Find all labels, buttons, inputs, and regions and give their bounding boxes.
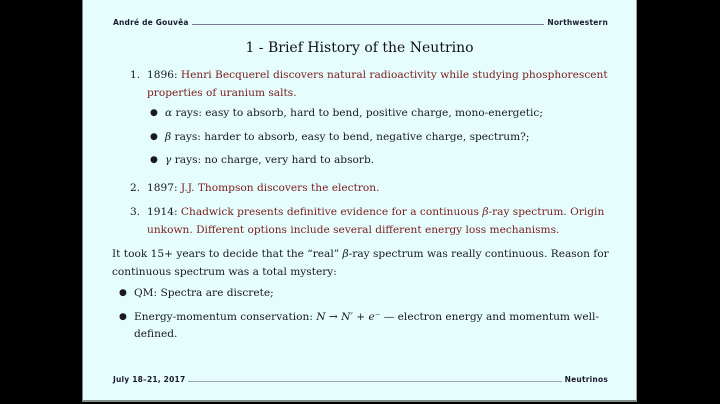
list-item	[116, 285, 630, 303]
bullet-icon: ●	[119, 288, 127, 298]
bullet-text-before: Energy-momentum conservation:	[134, 310, 313, 323]
numbered-item-3	[130, 204, 630, 239]
footer-date: July 18–21, 2017	[113, 375, 186, 384]
bullet-text: rays: no charge, very hard to absorb.	[174, 154, 375, 166]
paragraph-text-before: It took 15+ years to decide that the “real”	[112, 248, 340, 260]
gamma-symbol: γ	[165, 154, 172, 166]
slide-footer	[113, 375, 608, 384]
bullet-text: rays: harder to absorb, easy to bend, negative charge, spectrum?;	[174, 130, 530, 143]
list-item	[116, 309, 630, 344]
item-year: 1914:	[147, 206, 178, 218]
item-number: 3.	[130, 206, 141, 218]
item-number: 2.	[130, 181, 141, 194]
beta-symbol: β	[342, 248, 349, 260]
bullet-text-after: — electron energy and momentum well-defined.	[134, 310, 600, 340]
item-text-before: Chadwick presents definitive evidence for a continuous	[180, 206, 479, 218]
numbered-item-1	[130, 67, 630, 173]
alpha-symbol: α	[165, 107, 173, 119]
footer-topic: Neutrinos	[564, 375, 608, 384]
slide	[82, 0, 637, 402]
item-text-after: -ray spectrum. Origin unkown. Different options include several different energy loss mechanisms.	[147, 206, 605, 236]
header-author: André de Gouvêa	[113, 18, 189, 27]
item-text: Henri Becquerel discovers natural radioactivity while studying phosphorescent properties of uranium salts.	[147, 69, 608, 99]
item-text: J.J. Thompson discovers the electron.	[180, 181, 380, 194]
bullet-list	[116, 285, 630, 344]
header-institution: Northwestern	[547, 18, 608, 27]
item-year: 1896:	[147, 69, 178, 81]
slide-content	[112, 67, 630, 347]
beta-symbol: β	[165, 130, 172, 143]
paragraph-text-after: -ray spectrum was really continuous. Reason for continuous spectrum was a total mystery:	[112, 248, 609, 278]
slide-header	[113, 18, 608, 27]
numbered-item-2	[130, 180, 630, 198]
bullet-icon: ●	[150, 108, 158, 118]
bullet-icon: ●	[150, 131, 158, 142]
beta-symbol: β	[482, 206, 489, 218]
bullet-text: rays: easy to absorb, hard to bend, positive charge, mono-energetic;	[175, 107, 543, 119]
bullet-icon: ●	[150, 155, 158, 165]
header-rule	[192, 24, 545, 26]
bullet-text: QM: Spectra are discrete;	[134, 287, 274, 299]
list-item	[147, 152, 630, 170]
item-year: 1897:	[147, 181, 178, 194]
slide-title: 1 - Brief History of the Neutrino	[245, 40, 474, 56]
item-number: 1.	[130, 69, 141, 81]
summary-paragraph	[112, 246, 630, 281]
equation: N → N′ + e⁻	[316, 310, 381, 323]
sub-bullet-list	[147, 105, 630, 170]
list-item	[147, 105, 630, 123]
list-item	[147, 129, 630, 147]
bullet-icon: ●	[119, 311, 127, 322]
footer-rule	[188, 381, 561, 383]
